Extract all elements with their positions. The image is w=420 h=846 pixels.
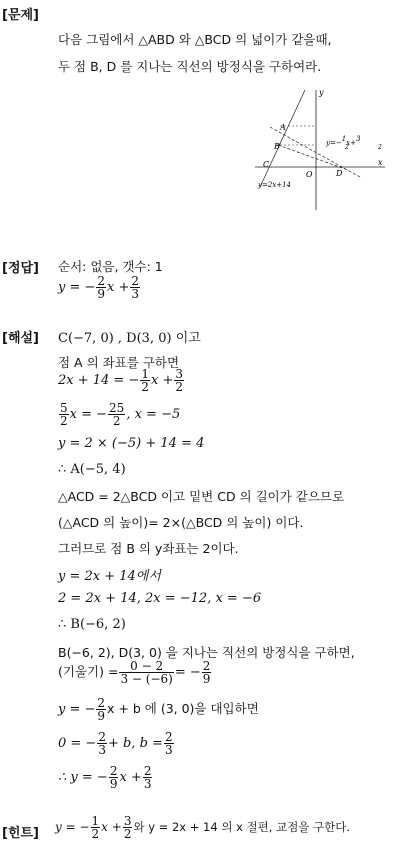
svg-text:2: 2 <box>378 144 382 151</box>
y-axis-label: y <box>319 88 324 97</box>
solution-line-12: ∴ B(−6, 2) <box>58 617 126 632</box>
solution-line-6: ∴ A(−5, 4) <box>58 462 126 477</box>
solution-header: [해설] <box>2 331 39 346</box>
point-b-label: B <box>274 142 280 151</box>
point-d-label: D <box>336 169 343 178</box>
solution-line-5: y = 2 × (−5) + 14 = 4 <box>58 436 205 451</box>
problem-header: [문제] <box>2 8 39 23</box>
line-neg-half-x <box>270 127 360 177</box>
solution-line-16: 0 = − $\frac{2}{3}$ + b, b = $\frac{2}{3}$ <box>58 730 173 757</box>
solution-line-3: 2x + 14 = − $\frac{1}{2}$ x + $\frac{3}{2}$ <box>58 367 183 394</box>
line1-label: y=−1x+3 <box>326 135 361 147</box>
solution-line-8: (△ACD 의 높이)= 2×(△BCD 의 높이) 이다. <box>58 515 304 530</box>
solution-line-11: 2 = 2x + 14, 2x = −12, x = −6 <box>58 591 262 606</box>
solution-line-9: 그러므로 점 B 의 y좌표는 2이다. <box>58 541 239 556</box>
solution-line-2: 점 A 의 좌표를 구하면 <box>58 355 180 370</box>
svg-text:2: 2 <box>345 144 349 151</box>
solution-line-17: ∴ y = − $\frac{2}{9}$ x + $\frac{2}{3}$ <box>58 764 152 791</box>
x-axis-label: x <box>378 158 383 167</box>
answer-equation: y = − $\frac{2}{9}$ x + $\frac{2}{3}$ <box>58 274 140 301</box>
answer-line-1: 순서: 없음, 갯수: 1 <box>58 259 163 274</box>
problem-figure <box>250 85 390 215</box>
solution-line-15: y = − $\frac{2}{9}$ x + b 에 (3, 0)을 대입하면 <box>58 696 259 723</box>
solution-line-10: y = 2x + 14에서 <box>58 569 161 584</box>
problem-line-2: 두 점 B, D 를 지나는 직선의 방정식을 구하여라. <box>58 59 322 74</box>
solution-line-13: B(−6, 2), D(3, 0) 을 지나는 직선의 방정식을 구하면, <box>58 645 355 660</box>
hint-header: [힌트] <box>2 826 39 841</box>
line-bd <box>278 145 345 169</box>
line-2x-plus-14 <box>260 90 305 187</box>
solution-line-14: (기울기) = $\frac{0 - 2}{3 - (-6)}$ = − $\frac{2}{9}$ <box>58 659 211 686</box>
hint-text: y = − $\frac{1}{2}$ x + $\frac{3}{2}$ 와 y = 2x + 14 의 x 절편, 교점을 구한다. <box>55 814 351 841</box>
problem-line-1: 다음 그림에서 △ABD 와 △BCD 의 넓이가 같을때, <box>58 32 332 47</box>
solution-line-4: $\frac{5}{2}$ x = − $\frac{25}{2}$ , x = −5 <box>60 401 181 428</box>
solution-line-1: C(−7, 0) , D(3, 0) 이고 <box>58 331 201 346</box>
point-c-label: C <box>263 160 270 169</box>
solution-line-7: △ACD = 2△BCD 이고 밑변 CD 의 길이가 같으므로 <box>58 489 345 504</box>
line2-label: y=2x+14 <box>258 181 291 189</box>
origin-label: O <box>306 170 313 179</box>
answer-header: [정답] <box>2 261 39 276</box>
point-a-label: A <box>280 123 286 132</box>
